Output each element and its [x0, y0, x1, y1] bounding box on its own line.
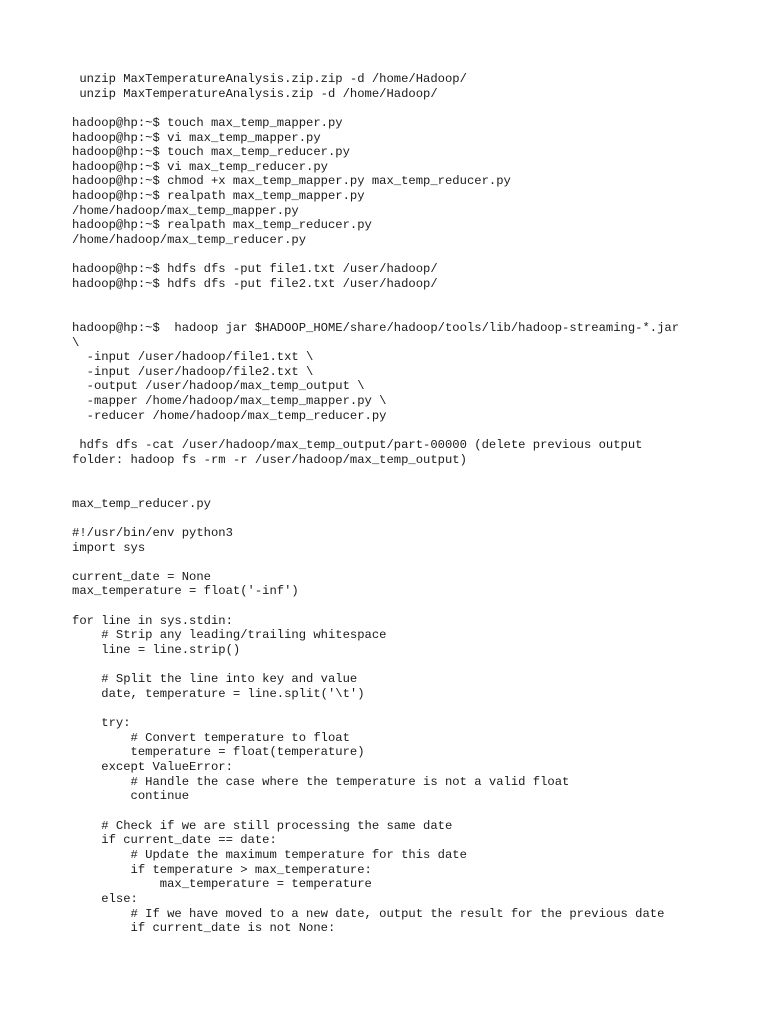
document-line: hadoop@hp:~$ hadoop jar $HADOOP_HOME/share/hadoop/tools/lib/hadoop-streaming-*.jar [72, 320, 680, 335]
document-line: hadoop@hp:~$ realpath max_temp_mapper.py [72, 189, 365, 204]
document-line: else: [72, 891, 138, 906]
document-line: if current_date is not None: [72, 921, 336, 936]
document-line [72, 248, 732, 263]
document-line: hadoop@hp:~$ hdfs dfs -put file1.txt /user/hadoop/ [72, 262, 438, 277]
document-line [72, 658, 732, 673]
document-line: /home/hadoop/max_temp_reducer.py [72, 233, 307, 248]
document-line: hadoop@hp:~$ touch max_temp_mapper.py [72, 115, 343, 130]
document-line: # Strip any leading/trailing whitespace [72, 628, 387, 643]
document-line: # If we have moved to a new date, output the result for the previous date [72, 906, 665, 921]
document-line: -reducer /home/hadoop/max_temp_reducer.py [72, 408, 387, 423]
document-line: -output /user/hadoop/max_temp_output \ [72, 379, 365, 394]
document-line: folder: hadoop fs -rm -r /user/hadoop/max_temp_output) [72, 452, 467, 467]
document-line: max_temperature = temperature [72, 877, 372, 892]
document-line: /home/hadoop/max_temp_mapper.py [72, 203, 299, 218]
document-line: # Handle the case where the temperature is not a valid float [72, 774, 570, 789]
document-line: hadoop@hp:~$ chmod +x max_temp_mapper.py max_temp_reducer.py [72, 174, 511, 189]
document-line [72, 804, 732, 819]
document-line: hadoop@hp:~$ vi max_temp_mapper.py [72, 130, 321, 145]
document-line [72, 555, 732, 570]
document-text-body [72, 72, 732, 936]
document-line: hadoop@hp:~$ realpath max_temp_reducer.py [72, 218, 372, 233]
document-line: -mapper /home/hadoop/max_temp_mapper.py \ [72, 394, 387, 409]
document-line [72, 599, 732, 614]
document-line: hadoop@hp:~$ vi max_temp_reducer.py [72, 159, 328, 174]
document-line: except ValueError: [72, 760, 233, 775]
document-line: temperature = float(temperature) [72, 745, 365, 760]
document-line: for line in sys.stdin: [72, 613, 233, 628]
document-line: hadoop@hp:~$ touch max_temp_reducer.py [72, 145, 350, 160]
document-line: unzip MaxTemperatureAnalysis.zip.zip -d /home/Hadoop/ [72, 72, 467, 86]
document-line: hadoop@hp:~$ hdfs dfs -put file2.txt /user/hadoop/ [72, 276, 438, 291]
document-line [72, 702, 732, 717]
document-line [72, 306, 732, 321]
document-line: if current_date == date: [72, 833, 277, 848]
document-line [72, 482, 732, 497]
document-line: -input /user/hadoop/file2.txt \ [72, 364, 314, 379]
document-line: #!/usr/bin/env python3 [72, 525, 233, 540]
document-line: max_temp_reducer.py [72, 496, 211, 511]
document-line: current_date = None [72, 569, 211, 584]
document-line: -input /user/hadoop/file1.txt \ [72, 350, 314, 365]
document-line: # Convert temperature to float [72, 730, 350, 745]
document-line: # Update the maximum temperature for this date [72, 847, 467, 862]
document-line: # Check if we are still processing the same date [72, 818, 453, 833]
document-line [72, 511, 732, 526]
document-line [72, 423, 732, 438]
document-line: continue [72, 789, 190, 804]
document-line: \ [72, 335, 80, 350]
document-line: # Split the line into key and value [72, 672, 358, 687]
document-line: if temperature > max_temperature: [72, 862, 372, 877]
document-line: try: [72, 716, 131, 731]
document-line [72, 467, 732, 482]
document-line: unzip MaxTemperatureAnalysis.zip -d /home/Hadoop/ [72, 86, 438, 101]
document-line [72, 292, 732, 307]
document-line [72, 101, 732, 116]
document-line: max_temperature = float('-inf') [72, 584, 299, 599]
document-line: line = line.strip() [72, 642, 241, 657]
document-line: import sys [72, 540, 146, 555]
document-line: hdfs dfs -cat /user/hadoop/max_temp_output/part-00000 (delete previous output [72, 438, 643, 453]
document-line: date, temperature = line.split('\t') [72, 686, 365, 701]
